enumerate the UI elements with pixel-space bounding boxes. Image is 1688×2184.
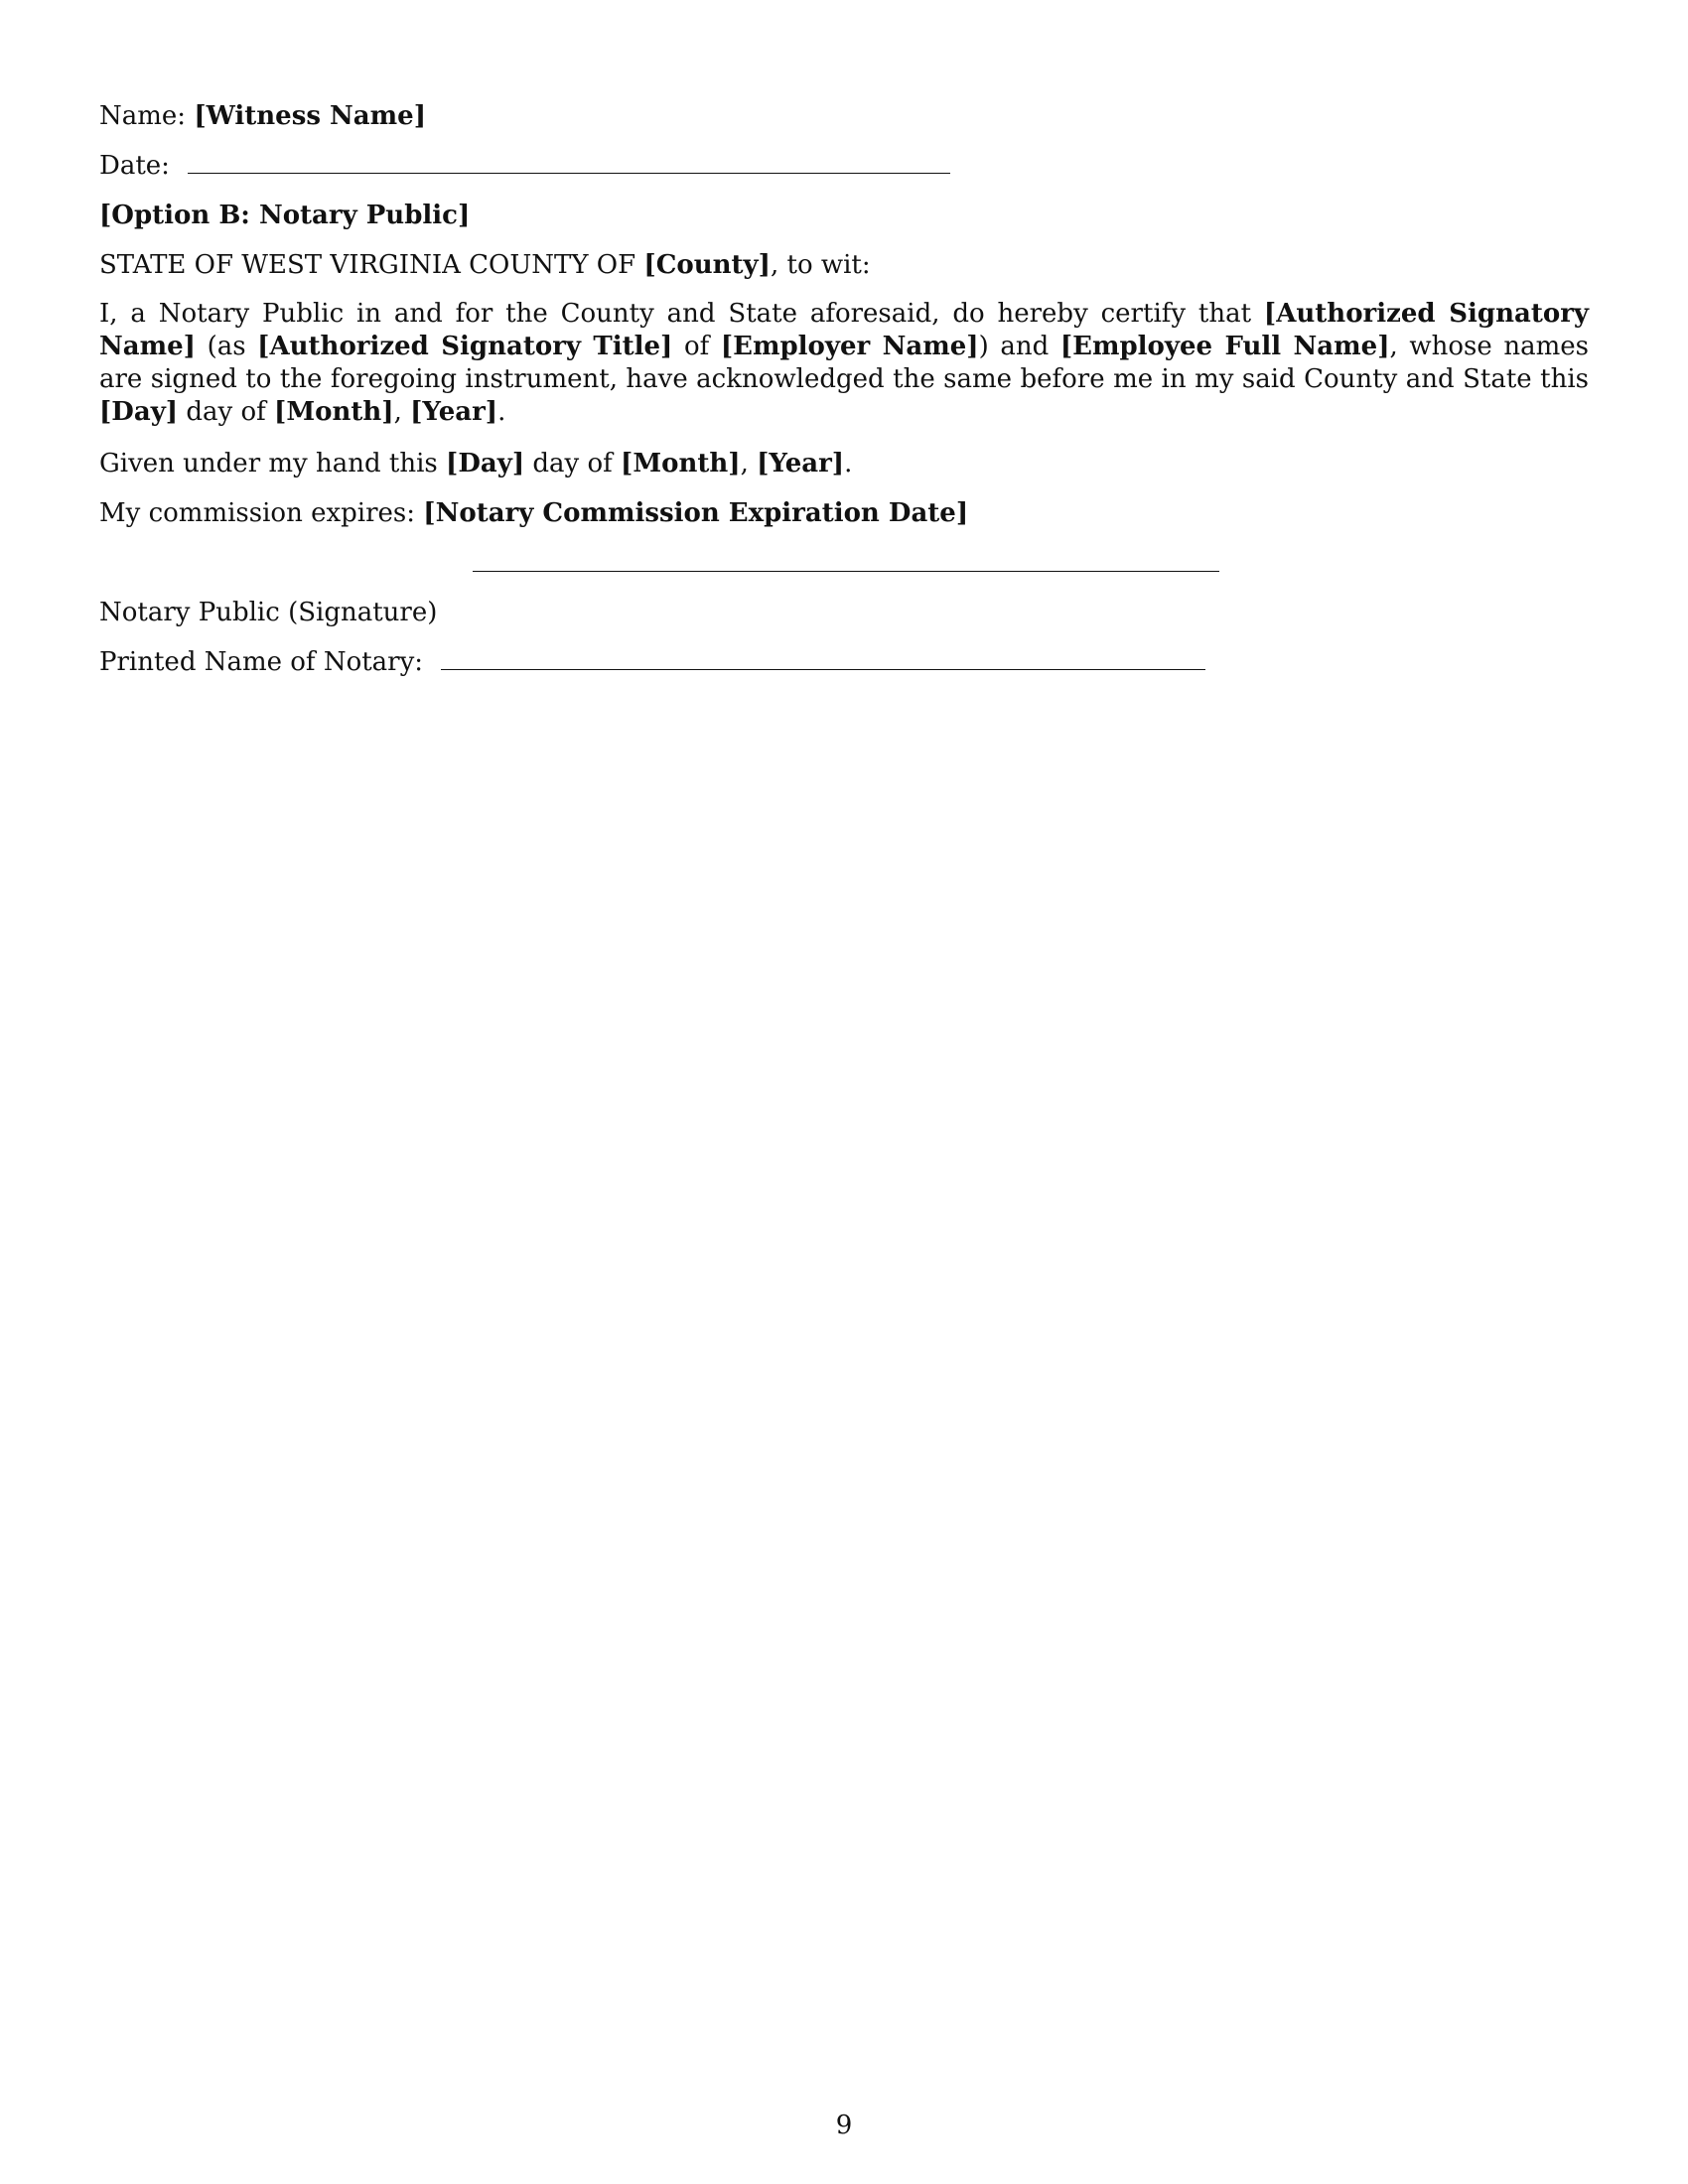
cert-text-8: . — [497, 397, 506, 427]
option-heading-text: [Option B: Notary Public] — [99, 201, 471, 230]
cert-month-placeholder: [Month] — [274, 397, 394, 427]
printed-name-blank[interactable] — [441, 645, 1205, 670]
cert-text-6: day of — [178, 397, 275, 427]
witness-date-blank[interactable] — [188, 149, 950, 174]
given-text-4: . — [844, 449, 853, 478]
notary-signature-label: Notary Public (Signature) — [99, 598, 438, 627]
state-prefix: STATE OF WEST VIRGINIA COUNTY OF — [99, 250, 644, 280]
witness-name-label: Name: — [99, 101, 187, 131]
commission-expires-line — [99, 496, 968, 530]
authorized-signatory-name-placeholder: [Authorized Signatory Name] — [99, 299, 1589, 361]
employer-name-placeholder: [Employer Name] — [720, 332, 979, 361]
given-year-placeholder: [Year] — [757, 449, 845, 478]
witness-date-label: Date: — [99, 151, 170, 181]
document-page — [99, 0, 1589, 2184]
commission-expiration-placeholder: [Notary Commission Expiration Date] — [423, 498, 969, 528]
cert-text-2: (as — [195, 332, 258, 361]
cert-text-4: ) and — [978, 332, 1060, 361]
given-month-placeholder: [Month] — [621, 449, 741, 478]
cert-text-7: , — [393, 397, 411, 427]
given-text-2: day of — [524, 449, 622, 478]
employee-full-name-placeholder: [Employee Full Name] — [1059, 332, 1390, 361]
notary-signature-caption — [99, 596, 437, 629]
cert-text-5: , whose names are signed to the foregoing instrument, have acknowledged the same before me in my said County and State this — [99, 332, 1589, 394]
given-text-3: , — [740, 449, 758, 478]
witness-date-line — [99, 149, 950, 183]
printed-name-line — [99, 645, 1205, 679]
witness-name-line — [99, 99, 426, 133]
cert-text-1: I, a Notary Public in and for the County and State aforesaid, do hereby certify that — [99, 299, 1264, 329]
option-heading — [99, 199, 470, 232]
printed-name-label: Printed Name of Notary: — [99, 647, 424, 677]
cert-year-placeholder: [Year] — [410, 397, 498, 427]
notary-certification-paragraph — [99, 298, 1589, 429]
state-suffix: , to wit: — [770, 250, 871, 280]
state-county-line — [99, 248, 871, 282]
cert-day-placeholder: [Day] — [99, 397, 179, 427]
commission-label: My commission expires: — [99, 498, 424, 528]
notary-signature-line[interactable] — [473, 571, 1219, 572]
witness-name-placeholder: [Witness Name] — [194, 101, 426, 131]
page-number: 9 — [835, 2111, 853, 2140]
authorized-signatory-title-placeholder: [Authorized Signatory Title] — [257, 332, 673, 361]
given-day-placeholder: [Day] — [446, 449, 525, 478]
county-placeholder: [County] — [643, 250, 771, 280]
given-under-hand-line — [99, 447, 852, 480]
given-text-1: Given under my hand this — [99, 449, 447, 478]
cert-text-3: of — [672, 332, 721, 361]
